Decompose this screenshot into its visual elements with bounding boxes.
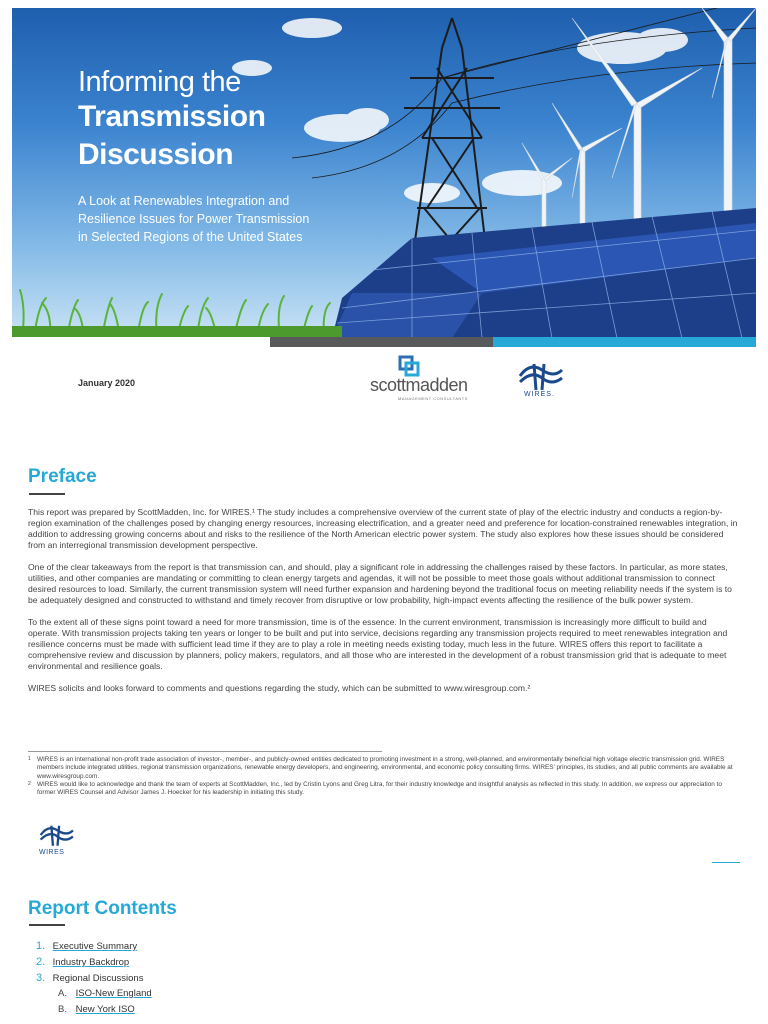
toc-number: 3. (36, 972, 46, 984)
toc-subitem-new-york-iso[interactable] (36, 1002, 152, 1018)
toc-link[interactable]: ISO-New England (75, 988, 152, 999)
cover-title-line-2: Transmission (78, 100, 266, 133)
toc-link[interactable]: New York ISO (75, 1004, 135, 1015)
preface-paragraph: This report was prepared by ScottMadden, Inc. for WIRES.¹ The study includes a comprehensive overview of the current state of play of the electric industry and conducts a region-by-region examination of the challenges posed by changing energy resources, increasing electrification, and a greater need and preference for location-constrained renewables integration, in addition to addressing growing concerns about and risks to the resilience of the North American electric power system. The study also explores how these issues should be considered from an interregional transmission development perspective. (28, 507, 738, 550)
wires-mark-icon (514, 360, 566, 392)
preface-heading: Preface (28, 466, 97, 487)
report-date: January 2020 (78, 378, 136, 388)
cover-title-block (78, 66, 318, 246)
cover-hero-image (12, 8, 756, 338)
toc-number: 1. (36, 940, 46, 952)
toc-number: 2. (36, 956, 46, 968)
scottmadden-mark-icon (398, 355, 422, 377)
cover-subtitle: A Look at Renewables Integration and Resilience Issues for Power Transmission in Selected Regions of the United States (78, 194, 310, 244)
toc-link[interactable]: Industry Backdrop (52, 957, 130, 968)
strip-segment-gray (270, 337, 493, 347)
wires-mark-icon (36, 822, 76, 848)
preface-paragraph: WIRES solicits and looks forward to comments and questions regarding the study, which can be submitted to www.wiresgroup.com.² (28, 683, 531, 693)
preface-body (28, 507, 740, 705)
toc-letter: B. (58, 1004, 67, 1015)
cover-title-line-3: Discussion (78, 138, 234, 171)
toc-subitem-iso-new-england[interactable] (36, 986, 152, 1002)
toc-link[interactable]: Executive Summary (52, 941, 138, 952)
scottmadden-wordmark: scottmadden (370, 375, 468, 395)
footnotes (28, 756, 740, 797)
contents-heading: Report Contents (28, 898, 177, 919)
preface-heading-rule (29, 493, 65, 495)
scottmadden-tagline: MANAGEMENT CONSULTANTS (398, 396, 468, 401)
scottmadden-logo (370, 355, 480, 403)
footnote-text: WIRES would like to acknowledge and thank the team of experts at ScottMadden, Inc., led by Cristin Lyons and Greg Litra, for their industry knowledge and insightful analysis as reflected in this study. In addition, we express our appreciation to former WIRES Counsel and Advisor James J. Hoecker for his leadership in initiating this study. (37, 780, 722, 797)
toc-label: Regional Discussions (52, 973, 144, 984)
toc-item-regional-discussions (36, 970, 152, 986)
table-of-contents (36, 938, 152, 1018)
contents-heading-rule (29, 924, 65, 926)
wires-wordmark: WIRES. (524, 391, 555, 398)
page-end-rule (712, 862, 740, 863)
footer-wires-logo (36, 822, 78, 860)
footnote-mark: 1 (28, 756, 31, 762)
strip-segment-blue (493, 337, 756, 347)
wires-logo (514, 360, 574, 404)
footnote-1 (28, 756, 740, 781)
toc-letter: A. (58, 988, 67, 999)
strip-segment-white (12, 337, 270, 347)
toc-item-industry-backdrop[interactable] (36, 954, 152, 970)
footnote-mark: 2 (28, 780, 31, 787)
toc-item-executive-summary[interactable] (36, 938, 152, 954)
footnote-text: WIRES is an international non-profit trade association of investor-, member-, and publicly-owned entities dedicated to promoting investment in a strong, well-planned, and environmentally beneficial high voltage electric transmission grid. WIRES members include integrated utilities, regional transmission organizations, renewable energy developers, and engineering, environmental, and economic policy consulting firms. WIRES’ principles, its studies, and all public comments are available at www.wiresgroup.com. (37, 756, 733, 780)
cover-color-strip (12, 337, 756, 347)
footnote-2 (28, 781, 740, 798)
preface-paragraph: To the extent all of these signs point toward a need for more transmission, time is of the essence. In the current environment, transmission is increasingly more difficult to build and operate. With transmission projects taking ten years or longer to be built and put into service, decisions regarding any transmission projects required to meet renewables integration and resilience concerns must be made with sufficient lead time if they are to play a role in meeting needs existing today, much less in the future. WIRES offers this report to facilitate a comprehensive review and discussion by planners, policy makers, regulators, and all those who are interested in the development of a robust transmission grid that is adequate to meet environmental and resilience goals. (28, 617, 728, 671)
footnote-separator (28, 751, 382, 752)
preface-paragraph: One of the clear takeaways from the report is that transmission can, and should, play a significant role in addressing the challenges raised by these factors. In particular, as more states, utilities, and other companies are mandating or committing to clean energy targets and agendas, it will not be possible to meet those goals without additional transmission to connect desired resources to load. Similarly, the current transmission system will need further expansion and hardening beyond the traditional focus on meeting reliability needs if the system is to be adequately designed and constructed to withstand and timely recover from disruptive or low probability, high-impact events affecting the resilience of the bulk power system. (28, 562, 732, 605)
footer-wires-wordmark: WIRES (39, 849, 65, 856)
cover-title-line-1: Informing the (78, 66, 241, 98)
